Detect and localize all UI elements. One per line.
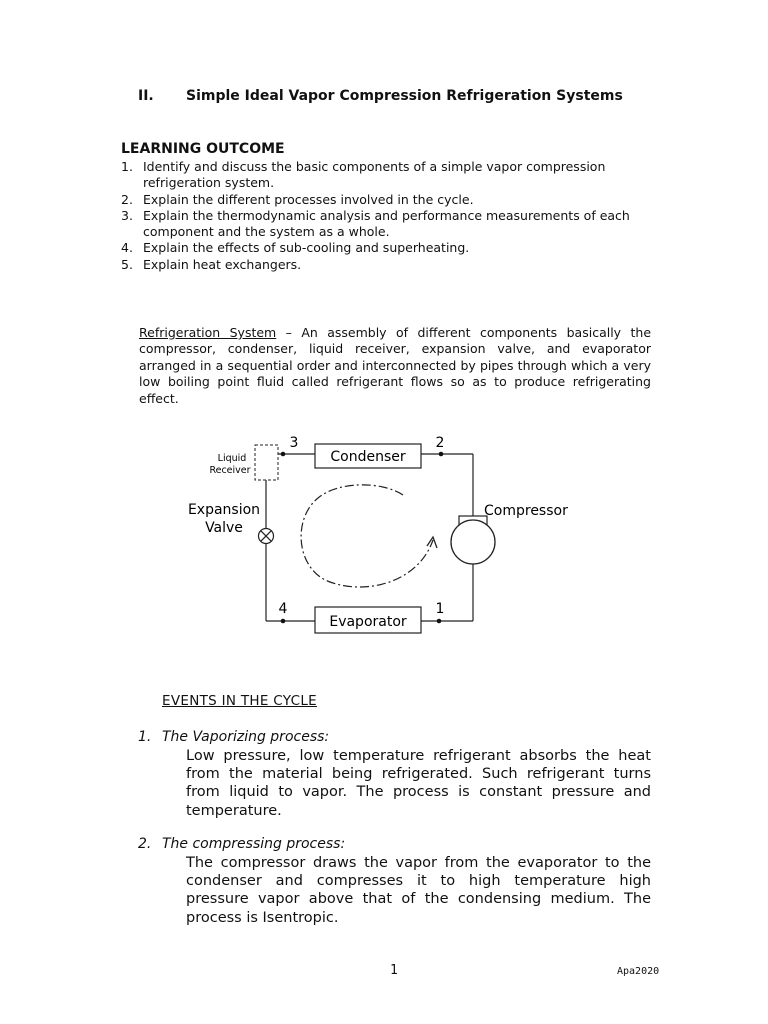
section-number: II. bbox=[138, 88, 154, 104]
refrigeration-system-definition bbox=[139, 325, 651, 407]
state-point-1: 1 bbox=[435, 601, 445, 617]
event-title: 1. The Vaporizing process: bbox=[138, 729, 330, 745]
expansion-valve-symbol bbox=[259, 529, 274, 544]
event-body: The compressor draws the vapor from the evaporator to the condenser and compresses it to high temperature high pressure vapor above that of the condensing medium. The process is Isentropic. bbox=[186, 855, 651, 926]
learning-outcome-heading: LEARNING OUTCOME bbox=[121, 141, 285, 157]
list-item: 4. Explain the effects of sub-cooling and superheating. bbox=[121, 240, 470, 256]
definition-text: – An assembly of different components basically the compressor, condenser, liquid receiver, expansion valve, and evaporator arranged in a sequential order and interconnected by pipes through which a very low boiling point fluid called refrigerant flows so as to produce refrigerating effect. bbox=[139, 325, 652, 406]
list-item: 1. Identify and discuss the basic components of a simple vapor compression refrigeration system. bbox=[121, 159, 661, 192]
page-number: 1 bbox=[390, 963, 398, 978]
refrigeration-cycle-diagram bbox=[170, 425, 600, 640]
compressor-symbol bbox=[451, 516, 495, 564]
definition-term: Refrigeration System bbox=[139, 325, 277, 340]
event-body: Low pressure, low temperature refrigerant absorbs the heat from the material being refrigerated. Such refrigerant turns from liquid to vapor. The process is constant pressure and temperature. bbox=[186, 748, 651, 819]
outcome-text: Explain heat exchangers. bbox=[143, 256, 302, 272]
outcome-text: Explain the thermodynamic analysis and performance measurements of each component and the system as a whole. bbox=[143, 207, 630, 240]
outcome-text: Explain the effects of sub-cooling and superheating. bbox=[143, 240, 470, 256]
liquid-receiver-label-line2: Receiver bbox=[209, 465, 251, 476]
state-point-2: 2 bbox=[435, 435, 445, 451]
outcome-text: Explain the different processes involved in the cycle. bbox=[143, 191, 474, 207]
author-signature: Apa2020 bbox=[617, 966, 660, 977]
section-title: Simple Ideal Vapor Compression Refrigeration Systems bbox=[186, 88, 623, 104]
evaporator-label: Evaporator bbox=[329, 614, 407, 630]
pipes bbox=[266, 454, 473, 621]
expansion-valve-label-line1: Expansion bbox=[187, 502, 261, 518]
list-item: 2. Explain the different processes involved in the cycle. bbox=[121, 191, 474, 207]
events-heading: EVENTS IN THE CYCLE bbox=[162, 693, 317, 709]
state-point-4: 4 bbox=[278, 601, 288, 617]
state-point-markers bbox=[278, 452, 444, 624]
condenser-label: Condenser bbox=[330, 449, 406, 465]
learning-outcome-list bbox=[121, 159, 661, 273]
list-item: 5. Explain heat exchangers. bbox=[121, 256, 302, 272]
event-title: 2. The compressing process: bbox=[138, 836, 346, 852]
expansion-valve-label-line2: Valve bbox=[205, 520, 243, 536]
liquid-receiver-label-line1: Liquid bbox=[217, 453, 247, 464]
cycle-flow-arrow bbox=[301, 485, 433, 587]
state-point-3: 3 bbox=[289, 435, 299, 451]
list-item: 3. Explain the thermodynamic analysis and performance measurements of each component and the system as a whole. bbox=[121, 208, 661, 241]
outcome-text: Identify and discuss the basic components of a simple vapor compression refrigeration system. bbox=[143, 159, 606, 191]
liquid-receiver-symbol bbox=[255, 445, 278, 480]
compressor-label: Compressor bbox=[484, 503, 568, 519]
